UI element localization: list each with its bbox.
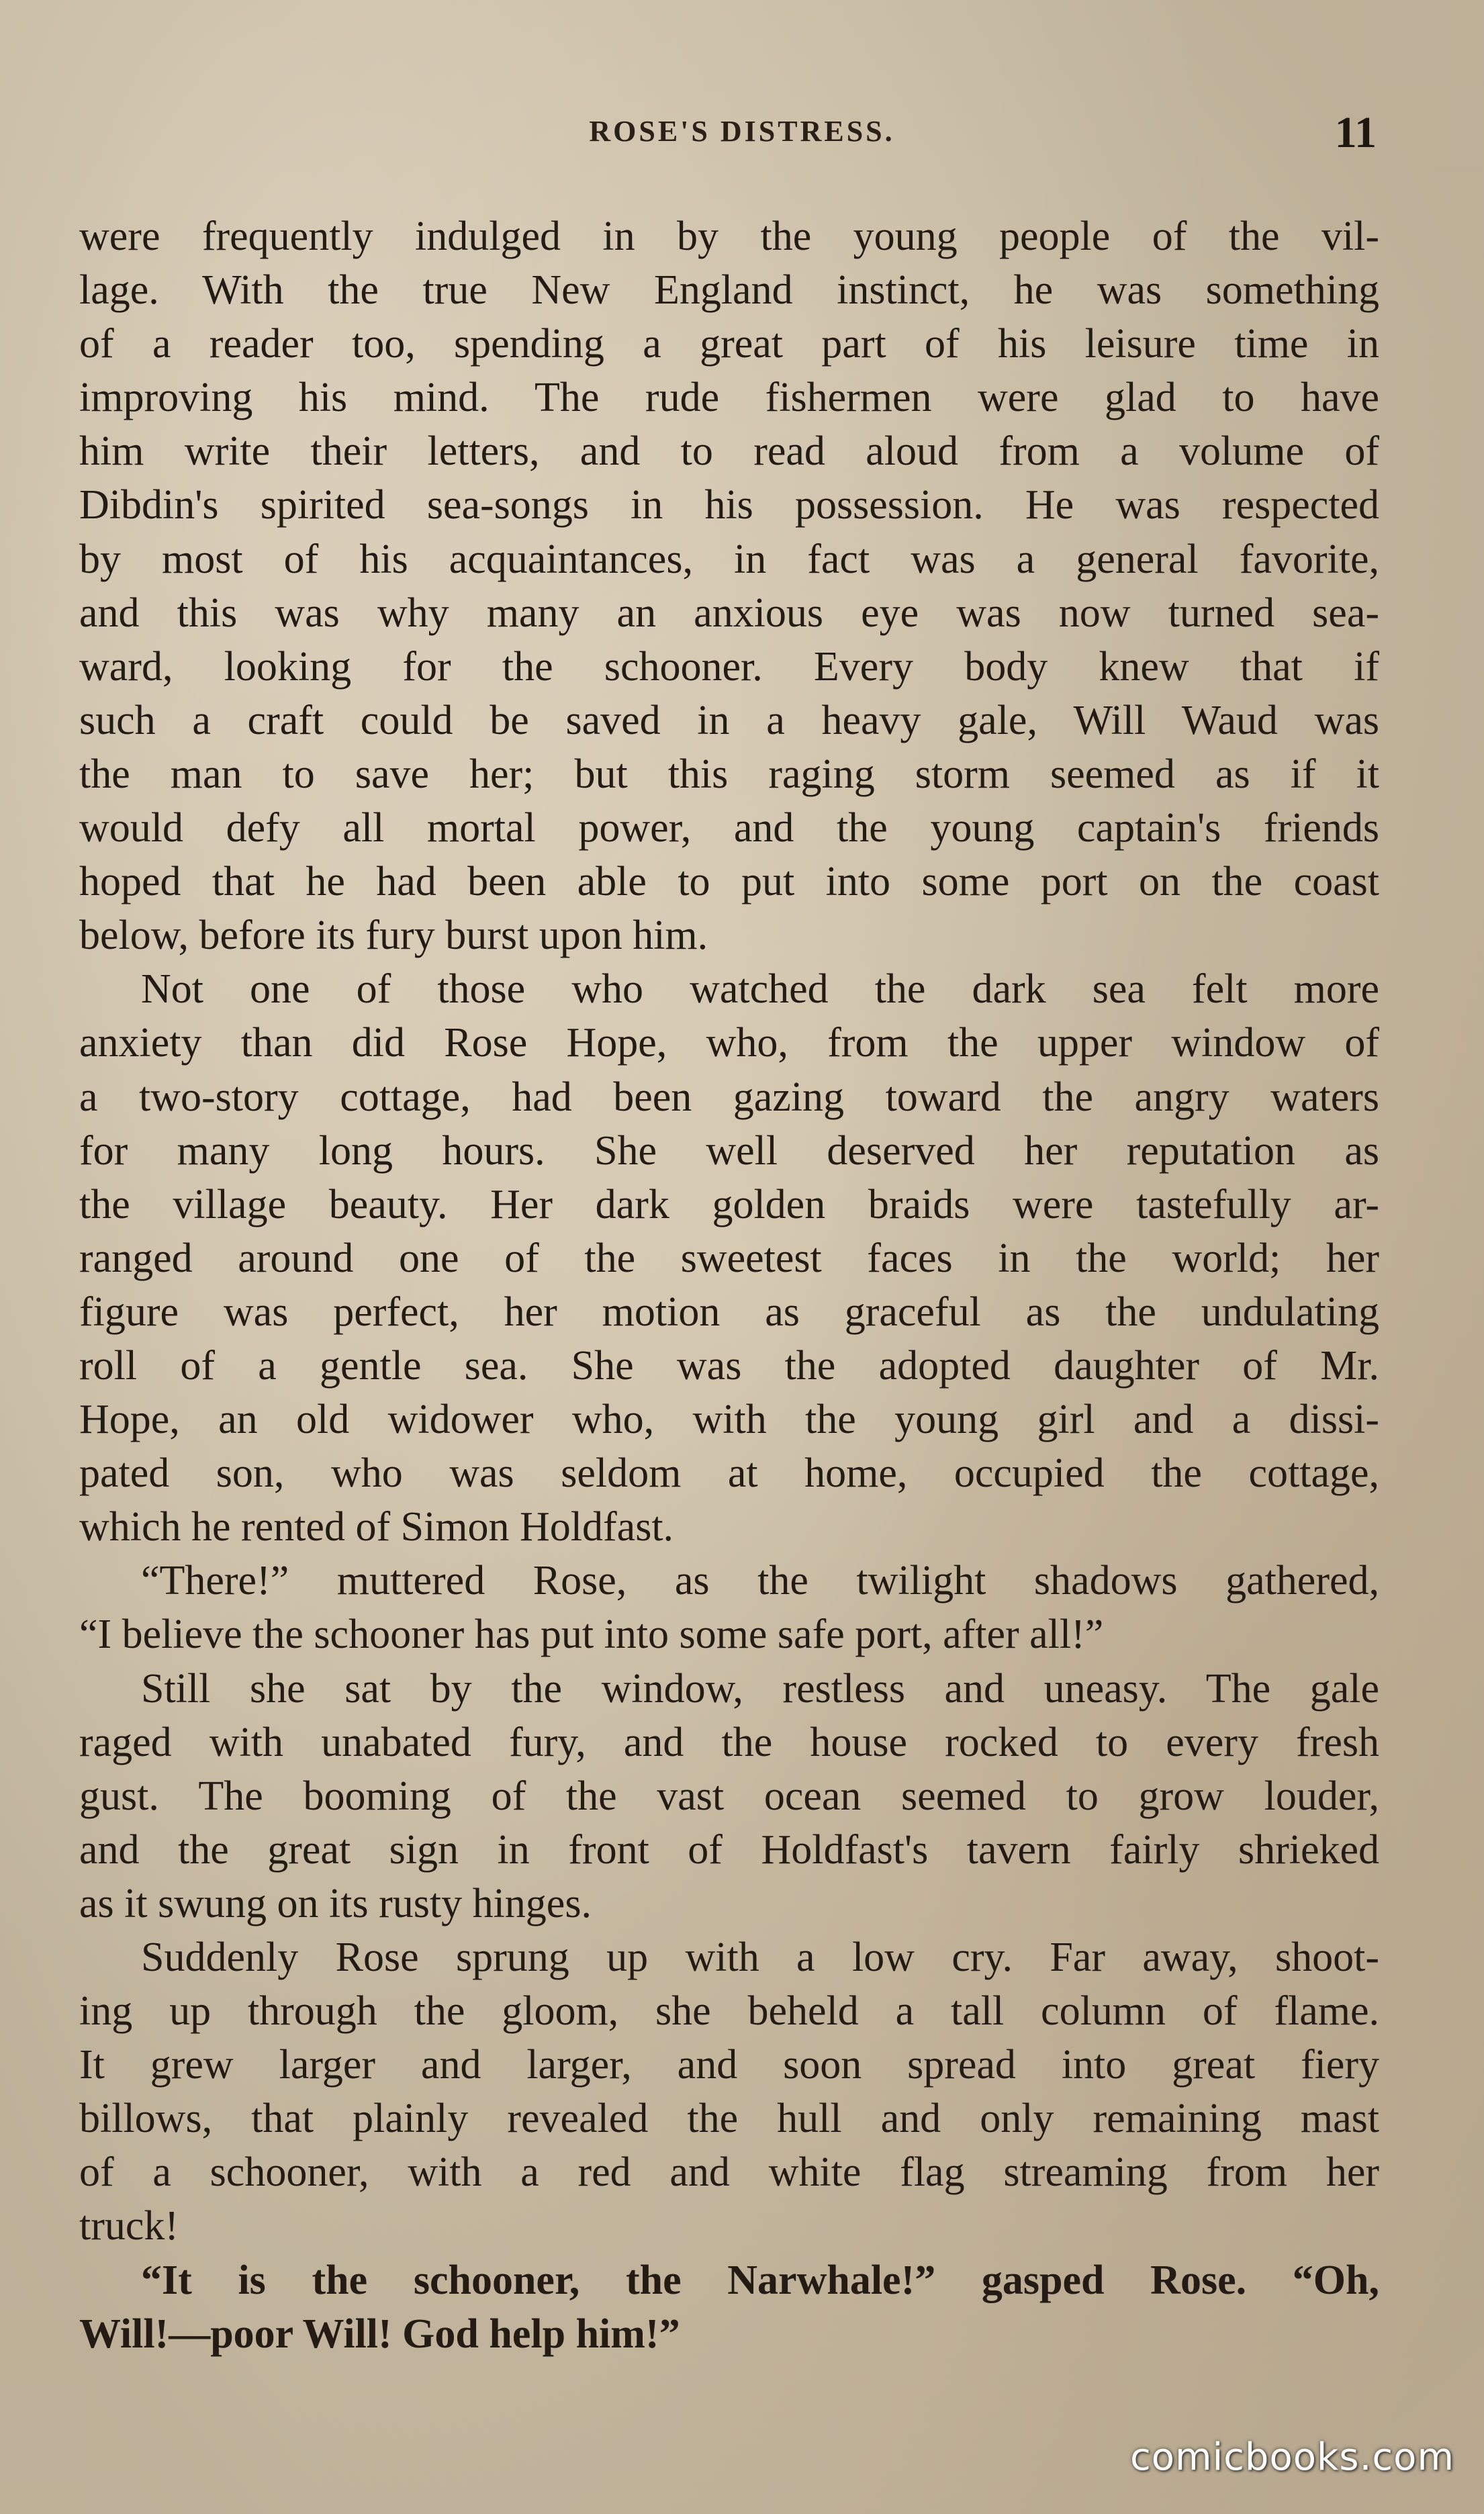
text-line: “I believe the schooner has put into some safe port, after all!” xyxy=(79,1612,1104,1658)
text-line: Will!—poor Will! God help him!” xyxy=(79,2311,680,2357)
text-line: below, before its fury burst upon him. xyxy=(79,913,708,959)
text-line: It grew larger and larger, and soon spread into great fiery xyxy=(79,2042,1379,2088)
text-line: Dibdin's spirited sea-songs in his possession. He was respected xyxy=(79,482,1379,528)
text-line: and this was why many an anxious eye was now turned sea- xyxy=(79,590,1379,636)
text-line: “There!” muttered Rose, as the twilight shadows gathered, xyxy=(141,1558,1379,1604)
site-watermark: comicbooks.com xyxy=(1129,2435,1454,2479)
text-line: ward, looking for the schooner. Every body knew that if xyxy=(79,643,1379,690)
text-line: the man to save her; but this raging storm seemed as if it xyxy=(79,751,1379,797)
text-line: such a craft could be saved in a heavy gale, Will Waud was xyxy=(79,697,1379,743)
text-line: Still she sat by the window, restless and uneasy. The gale xyxy=(141,1665,1379,1712)
text-line: of a reader too, spending a great part of his leisure time in xyxy=(79,321,1379,367)
text-line: ranged around one of the sweetest faces in the world; her xyxy=(79,1235,1379,1281)
text-line: for many long hours. She well deserved her reputation as xyxy=(79,1127,1379,1174)
text-line: Not one of those who watched the dark sea felt more xyxy=(141,966,1379,1013)
text-line: anxiety than did Rose Hope, who, from the upper window of xyxy=(79,1020,1379,1066)
text-line: billows, that plainly revealed the hull and only remaining mast xyxy=(79,2096,1379,2142)
text-line: gust. The booming of the vast ocean seemed to grow louder, xyxy=(79,1773,1379,1819)
text-line: “It is the schooner, the Narwhale!” gasped Rose. “Oh, xyxy=(141,2257,1379,2303)
text-line: pated son, who was seldom at home, occupied the cottage, xyxy=(79,1450,1379,1497)
page-number: 11 xyxy=(1334,108,1377,157)
text-line: by most of his acquaintances, in fact was a general favorite, xyxy=(79,536,1379,582)
text-line: truck! xyxy=(79,2203,179,2249)
text-line: Suddenly Rose sprung up with a low cry. Far away, shoot- xyxy=(141,1935,1379,1980)
text-line: of a schooner, with a red and white flag streaming from her xyxy=(79,2149,1379,2196)
running-head xyxy=(0,107,1484,161)
text-line: hoped that he had been able to put into some port on the coast xyxy=(79,859,1379,905)
text-line: a two-story cottage, had been gazing toward the angry waters xyxy=(79,1074,1379,1120)
text-line: were frequently indulged in by the young people of the vil- xyxy=(79,214,1379,259)
body-text xyxy=(79,209,1379,2361)
text-line: him write their letters, and to read aloud from a volume of xyxy=(79,428,1379,475)
text-line: Hope, an old widower who, with the young girl and a dissi- xyxy=(79,1397,1379,1443)
text-line: figure was perfect, her motion as graceful as the undulating xyxy=(79,1289,1379,1335)
text-line: lage. With the true New England instinct, he was something xyxy=(79,267,1379,314)
text-line: roll of a gentle sea. She was the adopted daughter of Mr. xyxy=(79,1342,1379,1389)
text-line: improving his mind. The rude fishermen were glad to have xyxy=(79,375,1379,421)
running-title: ROSE'S DISTRESS. xyxy=(589,115,895,148)
text-line: raged with unabated fury, and the house rocked to every fresh xyxy=(79,1719,1379,1765)
text-line: ing up through the gloom, she beheld a tall column of flame. xyxy=(79,1988,1379,2035)
text-line: the village beauty. Her dark golden braids were tastefully ar- xyxy=(79,1181,1379,1227)
text-line: and the great sign in front of Holdfast's tavern fairly shrieked xyxy=(79,1826,1379,1873)
text-line: as it swung on its rusty hinges. xyxy=(79,1880,592,1926)
text-line: which he rented of Simon Holdfast. xyxy=(79,1504,674,1550)
text-line: would defy all mortal power, and the young captain's friends xyxy=(79,805,1379,851)
